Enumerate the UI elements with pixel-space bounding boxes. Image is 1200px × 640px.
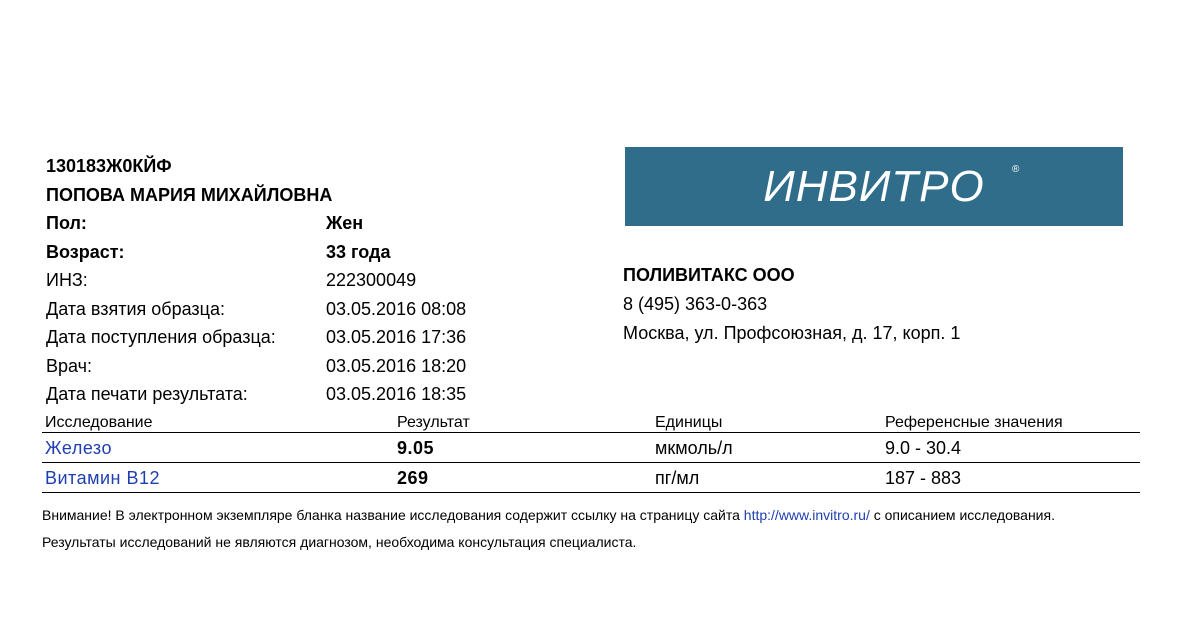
test-link-vitamin-b12[interactable]: Витамин В12 (45, 468, 161, 488)
org-phone: 8 (495) 363-0-363 (623, 294, 768, 314)
results-table (42, 412, 1140, 493)
field-value: 03.05.2016 17:36 (326, 327, 467, 347)
field-label: Дата поступления образца: (46, 327, 276, 347)
field-value: 33 года (326, 241, 391, 262)
field-print-date (46, 380, 606, 409)
header-units: Единицы (655, 414, 723, 431)
field-value: 03.05.2016 18:20 (326, 355, 467, 376)
field-label: ИНЗ: (46, 270, 88, 290)
field-value: 03.05.2016 18:35 (326, 384, 467, 404)
results-header (42, 412, 1140, 433)
field-value: Жен (326, 213, 364, 233)
warning-note (42, 506, 1142, 525)
field-doctor (46, 352, 606, 381)
org-name: ПОЛИВИТАКС ООО (623, 265, 795, 285)
field-age (46, 238, 606, 267)
field-sex (46, 209, 606, 238)
logo-text: ИНВИТРО (763, 161, 985, 211)
table-row (42, 463, 1140, 493)
invitro-site-link[interactable]: http://www.invitro.ru/ (743, 507, 870, 523)
header-test: Исследование (45, 414, 153, 431)
patient-code: 130183Ж0КЙФ (46, 156, 172, 176)
field-value: 222300049 (326, 270, 417, 290)
field-label: Возраст: (46, 241, 125, 262)
field-label: Дата взятия образца: (46, 298, 225, 319)
field-inz (46, 266, 606, 295)
result-value: 9.05 (397, 438, 435, 458)
patient-name: ПОПОВА МАРИЯ МИХАЙЛОВНА (46, 184, 333, 205)
invitro-logo (625, 147, 1123, 226)
header-reference: Референсные значения (885, 414, 1063, 431)
field-value: 03.05.2016 08:08 (326, 298, 467, 319)
registered-mark: ® (1012, 164, 1020, 175)
reference-range: 9.0 - 30.4 (885, 438, 962, 458)
org-address: Москва, ул. Профсоюзная, д. 17, корп. 1 (623, 323, 961, 343)
field-label: Врач: (46, 355, 93, 376)
header-result: Результат (397, 414, 470, 431)
field-label: Дата печати результата: (46, 384, 248, 404)
result-units: пг/мл (655, 468, 700, 488)
field-sample-taken (46, 295, 606, 324)
patient-info (46, 152, 606, 409)
disclaimer-note: Результаты исследований не являются диагнозом, необходима консультация специалиста. (42, 534, 637, 550)
warning-text-after: с описанием исследования. (869, 507, 1055, 523)
warning-text-before: Внимание! В электронном экземпляре бланка название исследования содержит ссылку на страницу сайта (42, 507, 744, 523)
table-row (42, 433, 1140, 463)
field-label: Пол: (46, 213, 87, 233)
notes (42, 506, 1142, 560)
field-sample-received (46, 323, 606, 352)
test-link-iron[interactable]: Железо (45, 438, 112, 458)
result-units: мкмоль/л (655, 438, 733, 458)
organization-info (623, 261, 1183, 348)
reference-range: 187 - 883 (885, 468, 962, 488)
result-value: 269 (397, 468, 429, 488)
